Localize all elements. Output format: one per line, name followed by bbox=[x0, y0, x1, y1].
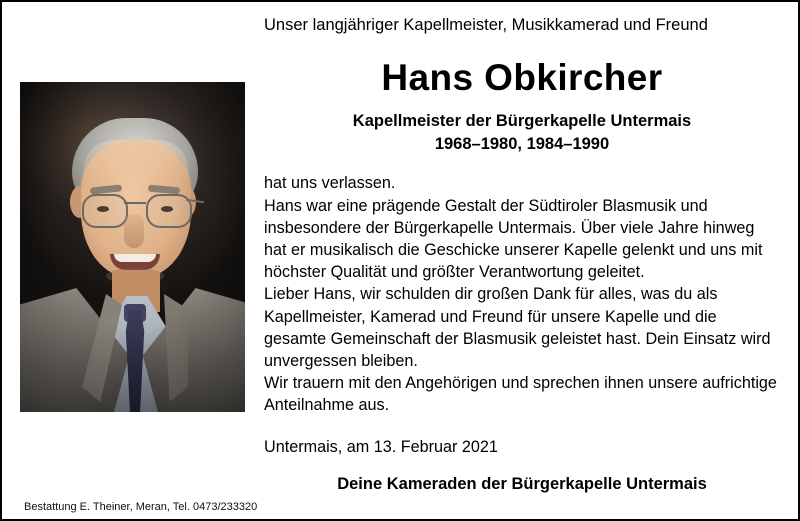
body-paragraph-2: Hans war eine prägende Gestalt der Südtiroler Blasmusik und insbesondere der Bürgerkapelle Untermais. Über viele Jahre hinweg hat er musikalisch die Geschicke unserer Kapelle gelenkt und uns mit höchster Qualität und größter Verantwortung geleitet. bbox=[264, 196, 763, 282]
funeral-home-credit: Bestattung E. Theiner, Meran, Tel. 0473/233320 bbox=[24, 501, 258, 513]
body-text bbox=[264, 172, 780, 416]
body-paragraph-3: Lieber Hans, wir schulden dir großen Dank für alles, was du als Kapellmeister, Kamerad und Freund für unsere Kapelle und die gesamte Gemeinschaft der Blasmusik geleistet hast. Dein Einsatz wird unvergessen bleiben. bbox=[264, 285, 771, 370]
service-years: 1968–1980, 1984–1990 bbox=[434, 135, 610, 154]
notice-content bbox=[264, 14, 780, 494]
photo-vignette bbox=[20, 82, 245, 412]
portrait-photo bbox=[20, 82, 245, 412]
body-paragraph-4: Wir trauern mit den Angehörigen und sprechen ihnen unsere aufrichtige Anteilnahme aus. bbox=[264, 374, 777, 415]
deceased-role: Kapellmeister der Bürgerkapelle Untermais bbox=[352, 112, 692, 131]
intro-text: Unser langjähriger Kapellmeister, Musikkamerad und Freund bbox=[264, 16, 708, 34]
deceased-name: Hans Obkircher bbox=[381, 57, 663, 99]
closing-line: Deine Kameraden der Bürgerkapelle Untermais bbox=[337, 475, 707, 494]
body-paragraph-1: hat uns verlassen. bbox=[264, 174, 396, 193]
portrait-image bbox=[20, 82, 245, 412]
place-and-date: Untermais, am 13. Februar 2021 bbox=[264, 438, 498, 457]
